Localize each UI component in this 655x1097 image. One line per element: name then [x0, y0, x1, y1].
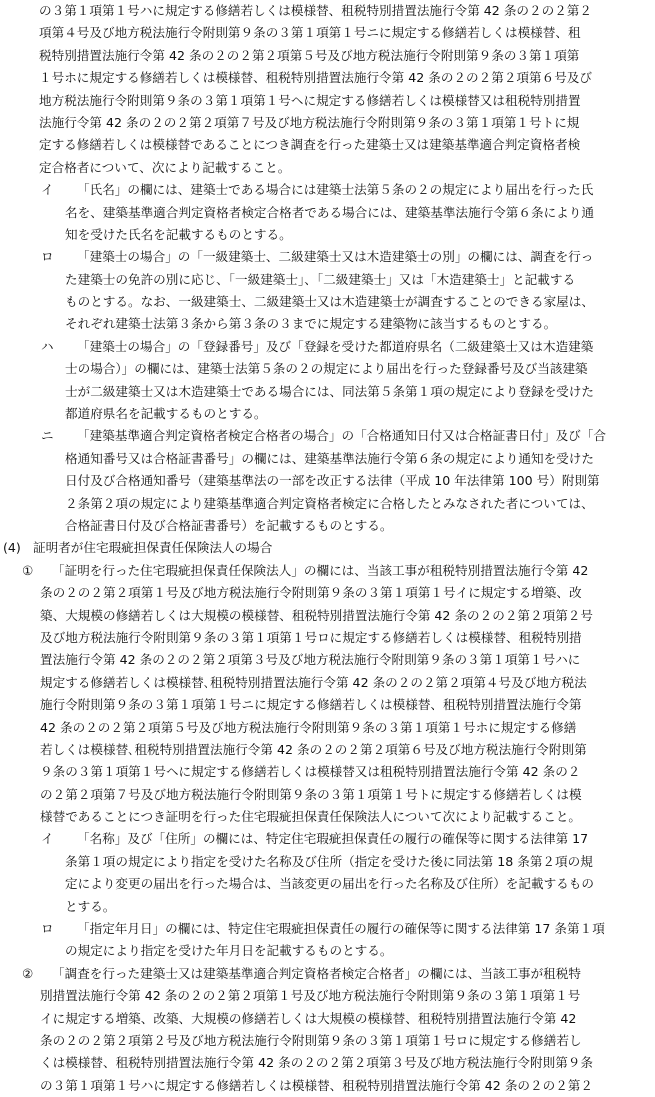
- text-line: 「建築士の場合」の「登録番号」及び「登録を受けた都道府県名（二級建築士又は木造建築: [77, 338, 594, 354]
- text-line: 築、大規模の修繕若しくは大規模の模様替、租税特別措置法施行令第 42 条の２の２第２項第２号: [40, 607, 593, 623]
- text-line: 日付及び合格通知番号（建築基準法の一部を改正する法律（平成 10 年法律第 100 号）附則第: [65, 473, 600, 489]
- text-line: 若しくは模様替､租税特別措置法施行令第 42 条の２の２第２項第６号及び地方税法施行令附則第: [40, 741, 587, 757]
- item-marker: ロ: [41, 921, 54, 937]
- text-line: 定合格者について、次により記載すること。: [39, 159, 291, 175]
- text-line: 規定する修繕若しくは模様替､租税特別措置法施行令第 42 条の２の２第２項第４号及び地方税法: [40, 674, 587, 690]
- section-heading: [3, 537, 655, 559]
- list-item-ha: [41, 336, 655, 426]
- text-line: 及び地方税法施行令附則第９条の３第１項第１号ロに規定する修繕若しくは模様替、租税特別措: [40, 629, 582, 645]
- text-line: とする。: [65, 898, 116, 914]
- text-line: 定により変更の届出を行った場合は、当該変更の届出を行った名称及び住所）を記載するもの: [65, 876, 594, 892]
- sub-item-ro: [41, 918, 655, 963]
- text-line: それぞれ建築士法第３条から第３条の３までに規定する建築物に該当するものとする。: [65, 316, 557, 332]
- text-line: 合格証書日付及び合格証書番号）を記載するものとする。: [65, 517, 393, 533]
- text-line: 条の２の２第２項第２号及び地方税法施行令附則第９条の３第１項第１号ロに規定する修繕若し: [40, 1032, 582, 1048]
- item-text: [65, 246, 655, 336]
- text-line: 「建築基準適合判定資格者検定合格者の場合」の「合格通知日付又は合格証書日付」及び「合: [77, 428, 606, 444]
- item-marker: ②: [22, 965, 34, 981]
- item-text: [65, 179, 655, 246]
- text-line: の規定により指定を受けた年月日を記載するものとする。: [65, 943, 393, 959]
- list-item-i: [41, 179, 655, 246]
- text-line: の３第１項第１号ハに規定する修繕若しくは模様替、租税特別措置法施行令第 42 条の２の２第２: [39, 3, 592, 18]
- list-item-ro: [41, 246, 655, 336]
- text-line: 「名称」及び「住所」の欄には、特定住宅瑕疵担保責任の履行の確保等に関する法律第 17: [77, 831, 589, 847]
- item-marker: ロ: [41, 249, 54, 265]
- text-line: 条の２の２第２項第１号及び地方税法施行令附則第９条の３第１項第１号イに規定する増築、改: [40, 585, 582, 601]
- item-text: [65, 336, 655, 426]
- text-line: 条第１項の規定により指定を受けた名称及び住所（指定を受けた後に同法第 18 条第２項の規: [65, 853, 593, 869]
- text-line: 定する修繕若しくは模様替であることにつき調査を行った建築士又は建築基準適合判定資格者検: [39, 137, 581, 153]
- text-line: 「指定年月日」の欄には、特定住宅瑕疵担保責任の履行の確保等に関する法律第 17 条第１項: [77, 921, 605, 937]
- section-number: (4): [3, 540, 21, 556]
- text-line: た建築士の免許の別に応じ、「一級建築士」、「二級建築士」又は「木造建築士」と記載する: [65, 271, 576, 287]
- numbered-item-2: [22, 963, 655, 1097]
- text-line: 施行令附則第９条の３第１項第１号ニに規定する修繕若しくは模様替、租税特別措置法施行令第: [40, 697, 582, 713]
- sub-item-i: [41, 828, 655, 918]
- item-text: [65, 918, 655, 963]
- text-line: 士の場合）」の欄には、建築士法第５条の２の規定により届出を行った登録番号及び当該建築: [65, 361, 588, 377]
- text-line: 「氏名」の欄には、建築士である場合には建築士法第５条の２の規定により届出を行った氏: [77, 182, 594, 198]
- list-item-ni: [41, 425, 655, 537]
- text-line: 税特別措置法施行令第 42 条の２の２第２項第５号及び地方税法施行令附則第９条の３第１項第: [39, 47, 580, 63]
- text-line: ものとする。なお、一級建築士、二級建築士又は木造建築士が調査することのできる家屋は、: [65, 294, 594, 310]
- intro-paragraph: [39, 0, 655, 179]
- text-line: の２第２項第７号及び地方税法施行令附則第９条の３第１項第１号トに規定する修繕若しくは模: [40, 786, 582, 802]
- text-line: 知を受けた氏名を記載するものとする。: [65, 226, 292, 242]
- section-title: 証明者が住宅瑕疵担保責任保険法人の場合: [33, 540, 273, 556]
- text-line: 42 条の２の２第２項第５号及び地方税法施行令附則第９条の３第１項第１号ホに規定する修繕: [40, 719, 577, 735]
- item-marker: イ: [41, 831, 54, 847]
- text-line: くは模様替、租税特別措置法施行令第 42 条の２の２第２項第３号及び地方税法施行令附則第９条: [40, 1055, 593, 1071]
- item-text: [65, 828, 655, 918]
- text-line: 「調査を行った建築士又は建築基準適合判定資格者検定合格者」の欄には、当該工事が租税特: [52, 965, 581, 981]
- text-line: 「建築士の場合」の「一級建築士、二級建築士又は木造建築士の別」の欄には、調査を行っ: [77, 249, 594, 265]
- item-text: [40, 963, 655, 1097]
- text-line: １号ホに規定する修繕若しくは模様替、租税特別措置法施行令第 42 条の２の２第２項第６号及び: [39, 70, 592, 86]
- text-line: 士が二級建築士又は木造建築士である場合には、同法第５条第１項の規定により登録を受けた: [65, 383, 594, 399]
- item-marker: ニ: [41, 428, 54, 444]
- text-line: 項第４号及び地方税法施行令附則第９条の３第１項第１号ニに規定する修繕若しくは模様替、租: [39, 25, 581, 41]
- text-line: 地方税法施行令附則第９条の３第１項第１号ヘに規定する修繕若しくは模様替又は租税特別措置: [39, 92, 581, 108]
- item-text: [40, 560, 655, 829]
- text-line: ２条第２項の規定により建築基準適合判定資格者検定に合格したとみなされた者については、: [65, 495, 594, 511]
- numbered-item-1: [22, 560, 655, 829]
- item-marker: ハ: [41, 338, 54, 354]
- item-text: [65, 425, 655, 537]
- text-line: 様替であることにつき証明を行った住宅瑕疵担保責任保険法人について次により記載すること。: [40, 809, 582, 825]
- text-line: 「証明を行った住宅瑕疵担保責任保険法人」の欄には、当該工事が租税特別措置法施行令第 42: [52, 562, 589, 578]
- text-line: 置法施行令第 42 条の２の２第２項第３号及び地方税法施行令附則第９条の３第１項第１号ハに: [40, 652, 581, 668]
- item-marker: ①: [22, 562, 34, 578]
- text-line: 法施行令第 42 条の２の２第２項第７号及び地方税法施行令附則第９条の３第１項第１号トに規: [39, 114, 580, 130]
- text-line: イに規定する増築、改築、大規模の修繕若しくは大規模の模様替、租税特別措置法施行令第 42: [40, 1010, 577, 1026]
- text-line: ９条の３第１項第１号ヘに規定する修繕若しくは模様替又は租税特別措置法施行令第 42 条の２: [40, 764, 581, 780]
- text-line: の３第１項第１号ハに規定する修繕若しくは模様替、租税特別措置法施行令第 42 条の２の２第２: [40, 1077, 593, 1093]
- text-line: 名を、建築基準適合判定資格者検定合格者である場合には、建築基準法施行令第６条により通: [65, 204, 594, 220]
- text-line: 格通知番号又は合格証書番号」の欄には、建築基準法施行令第６条の規定により通知を受けた: [65, 450, 594, 466]
- item-marker: イ: [41, 182, 54, 198]
- text-line: 別措置法施行令第 42 条の２の２第２項第１号及び地方税法施行令附則第９条の３第１項第１号: [40, 988, 581, 1004]
- text-line: 都道府県名を記載するものとする。: [65, 406, 267, 422]
